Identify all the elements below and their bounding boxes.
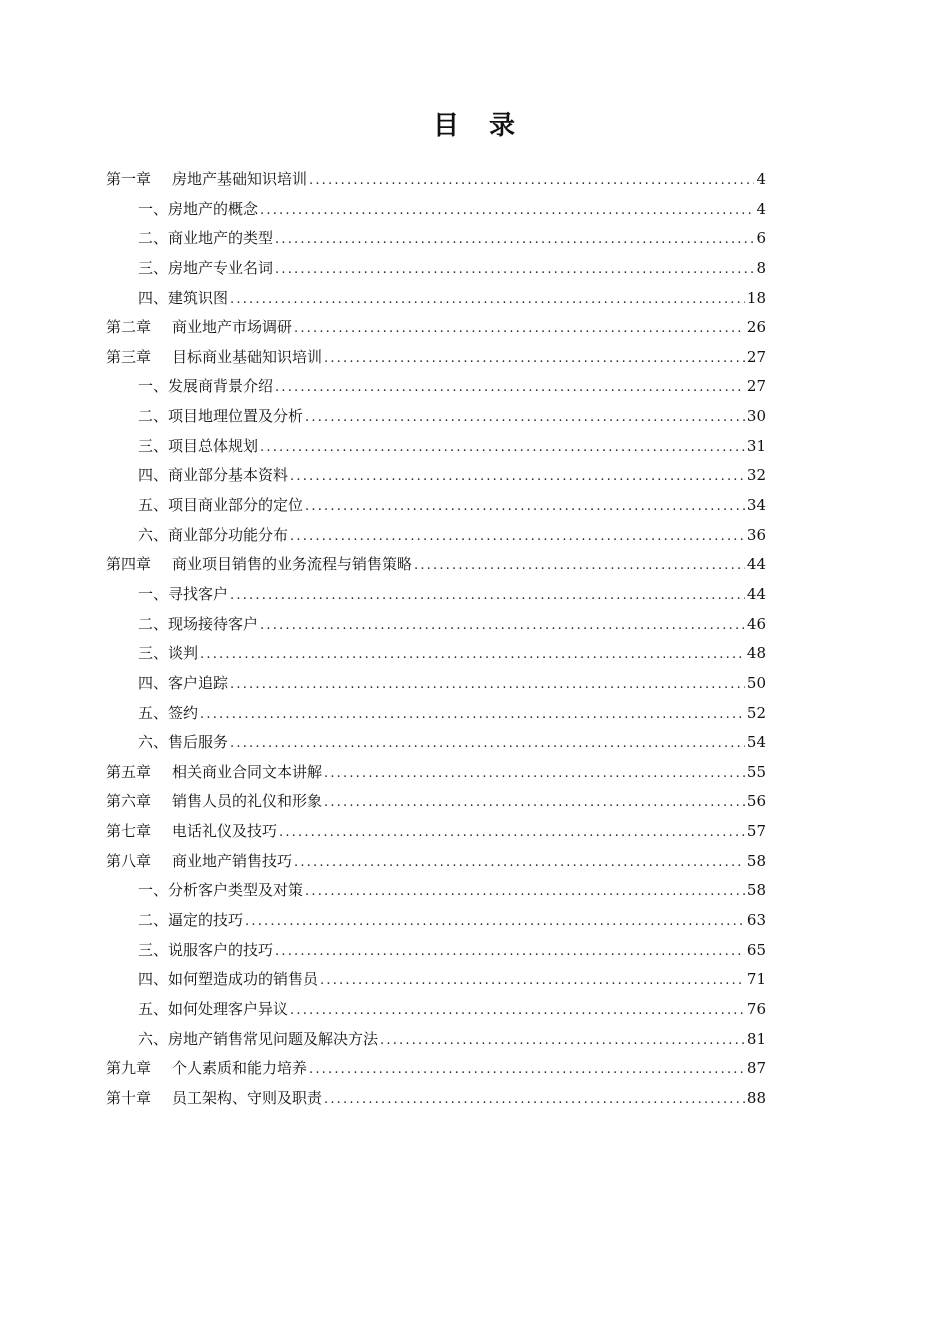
toc-entry-title: 签约 — [168, 703, 199, 722]
toc-entry-title: 发展商背景介绍 — [168, 377, 274, 396]
toc-entry-title: 如何塑造成功的销售员 — [168, 970, 319, 989]
toc-entry-number: 六、 — [138, 733, 169, 752]
toc-page-number: 27 — [746, 377, 766, 396]
toc-page-number: 26 — [746, 318, 766, 337]
toc-entry-title: 商业地产的类型 — [168, 229, 274, 248]
toc-page-number: 56 — [746, 792, 766, 811]
toc-page-number: 32 — [746, 466, 766, 485]
toc-dot-leader — [290, 996, 745, 1026]
toc-entry-title: 商业部分基本资料 — [168, 466, 289, 485]
toc-section-entry[interactable] — [106, 195, 766, 225]
toc-page-number: 34 — [746, 496, 766, 515]
toc-chapter-entry[interactable] — [106, 1084, 766, 1114]
toc-section-entry[interactable] — [106, 610, 766, 640]
toc-section-entry[interactable] — [106, 461, 766, 491]
toc-dot-leader — [324, 788, 745, 818]
toc-entry-number: 第七章 — [106, 822, 152, 841]
toc-entry-title: 相关商业合同文本讲解 — [172, 762, 323, 781]
toc-page-number: 88 — [746, 1088, 766, 1107]
toc-dot-leader — [305, 877, 745, 907]
toc-section-entry[interactable] — [106, 284, 766, 314]
toc-entry-title: 建筑识图 — [168, 288, 229, 307]
toc-entry-number: 四、 — [138, 673, 169, 692]
toc-entry-number: 三、 — [138, 940, 169, 959]
toc-page-number: 81 — [746, 1029, 766, 1048]
toc-section-entry[interactable] — [106, 699, 766, 729]
toc-dot-leader — [275, 225, 754, 255]
toc-entry-number: 第八章 — [106, 851, 152, 870]
toc-entry-title: 谈判 — [168, 644, 199, 663]
toc-dot-leader — [245, 907, 745, 937]
toc-entry-title: 商业地产市场调研 — [172, 318, 293, 337]
toc-entry-title: 商业项目销售的业务流程与销售策略 — [172, 555, 413, 574]
toc-entry-title: 客户追踪 — [168, 673, 229, 692]
toc-section-entry[interactable] — [106, 876, 766, 906]
toc-chapter-entry[interactable] — [106, 165, 766, 195]
toc-entry-title: 说服客户的技巧 — [168, 940, 274, 959]
toc-entry-number: 一、 — [138, 199, 169, 218]
toc-page-number: 57 — [746, 822, 766, 841]
toc-section-entry[interactable] — [106, 669, 766, 699]
toc-section-entry[interactable] — [106, 906, 766, 936]
toc-dot-leader — [290, 522, 745, 552]
toc-section-entry[interactable] — [106, 936, 766, 966]
toc-entry-title: 项目地理位置及分析 — [168, 407, 304, 426]
toc-entry-number: 第三章 — [106, 347, 152, 366]
toc-entry-title: 售后服务 — [168, 733, 229, 752]
toc-section-entry[interactable] — [106, 254, 766, 284]
toc-section-entry[interactable] — [106, 728, 766, 758]
toc-page-number: 8 — [756, 258, 766, 277]
toc-chapter-entry[interactable] — [106, 847, 766, 877]
toc-dot-leader — [260, 433, 745, 463]
toc-dot-leader — [380, 1026, 745, 1056]
toc-page-number: 76 — [746, 999, 766, 1018]
toc-chapter-entry[interactable] — [106, 787, 766, 817]
toc-entry-title: 项目总体规划 — [168, 436, 259, 455]
toc-entry-title: 员工架构、守则及职责 — [172, 1088, 323, 1107]
toc-page-number: 54 — [746, 733, 766, 752]
toc-dot-leader — [320, 966, 745, 996]
toc-dot-leader — [230, 729, 745, 759]
toc-dot-leader — [230, 285, 745, 315]
toc-dot-leader — [200, 640, 745, 670]
toc-dot-leader — [275, 255, 754, 285]
toc-entry-number: 二、 — [138, 911, 169, 930]
toc-entry-number: 第九章 — [106, 1059, 152, 1078]
toc-dot-leader — [260, 611, 745, 641]
toc-entry-title: 房地产基础知识培训 — [172, 170, 308, 188]
toc-entry-number: 五、 — [138, 703, 169, 722]
toc-entry-title: 寻找客户 — [168, 584, 229, 603]
toc-entry-title: 商业地产销售技巧 — [172, 851, 293, 870]
toc-entry-number: 二、 — [138, 407, 169, 426]
toc-dot-leader — [309, 1055, 745, 1085]
toc-dot-leader — [275, 373, 745, 403]
toc-chapter-entry[interactable] — [106, 1054, 766, 1084]
toc-entry-number: 一、 — [138, 377, 169, 396]
toc-dot-leader — [309, 166, 754, 196]
toc-entry-number: 第五章 — [106, 762, 152, 781]
toc-dot-leader — [230, 670, 745, 700]
toc-chapter-entry[interactable] — [106, 817, 766, 847]
toc-dot-leader — [324, 759, 745, 789]
toc-entry-title: 商业部分功能分布 — [168, 525, 289, 544]
toc-section-entry[interactable] — [106, 224, 766, 254]
toc-page-number: 58 — [746, 881, 766, 900]
toc-dot-leader — [260, 196, 754, 226]
toc-entry-number: 三、 — [138, 644, 169, 663]
toc-dot-leader — [324, 1085, 745, 1115]
toc-section-entry[interactable] — [106, 491, 766, 521]
toc-dot-leader — [414, 551, 745, 581]
toc-section-entry[interactable] — [106, 965, 766, 995]
toc-entry-title: 目标商业基础知识培训 — [172, 347, 323, 366]
toc-chapter-entry[interactable] — [106, 343, 766, 373]
toc-entry-number: 六、 — [138, 1029, 169, 1048]
toc-entry-number: 五、 — [138, 496, 169, 515]
toc-chapter-entry[interactable] — [106, 313, 766, 343]
toc-page-number: 6 — [756, 229, 766, 248]
toc-entry-number: 一、 — [138, 584, 169, 603]
toc-entry-number: 四、 — [138, 288, 169, 307]
toc-entry-number: 四、 — [138, 970, 169, 989]
toc-page-number: 30 — [746, 407, 766, 426]
toc-dot-leader — [294, 848, 745, 878]
toc-entry-number: 一、 — [138, 881, 169, 900]
toc-page-number: 87 — [746, 1059, 766, 1078]
toc-entry-number: 三、 — [138, 436, 169, 455]
toc-entry-title: 如何处理客户异议 — [168, 999, 289, 1018]
toc-page-number: 48 — [746, 644, 766, 663]
toc-chapter-entry[interactable] — [106, 758, 766, 788]
toc-section-entry[interactable] — [106, 1025, 766, 1055]
toc-section-entry[interactable] — [106, 995, 766, 1025]
toc-page-number: 31 — [746, 436, 766, 455]
toc-entry-title: 销售人员的礼仪和形象 — [172, 792, 323, 811]
toc-entry-number: 第四章 — [106, 555, 152, 574]
toc-dot-leader — [305, 492, 745, 522]
toc-dot-leader — [279, 818, 745, 848]
toc-page-number: 44 — [746, 584, 766, 603]
toc-entry-number: 六、 — [138, 525, 169, 544]
toc-page-number: 4 — [756, 199, 766, 218]
toc-entry-number: 第二章 — [106, 318, 152, 337]
toc-page-number: 52 — [746, 703, 766, 722]
toc-entry-title: 房地产销售常见问题及解决方法 — [168, 1029, 379, 1048]
toc-entry-title: 项目商业部分的定位 — [168, 496, 304, 515]
toc-entry-title: 房地产的概念 — [168, 199, 259, 218]
toc-entry-number: 二、 — [138, 614, 169, 633]
toc-section-entry[interactable] — [106, 639, 766, 669]
toc-page-number: 58 — [746, 851, 766, 870]
toc-section-entry[interactable] — [106, 372, 766, 402]
toc-dot-leader — [294, 314, 745, 344]
toc-page-number: 27 — [746, 347, 766, 366]
toc-page-number: 71 — [746, 970, 766, 989]
toc-title: 目 录 — [432, 111, 517, 141]
toc-entry-number: 三、 — [138, 258, 169, 277]
toc-page-number: 18 — [746, 288, 766, 307]
toc-page-number: 50 — [746, 673, 766, 692]
toc-dot-leader — [275, 937, 745, 967]
toc-entry-number: 第一章 — [106, 170, 152, 188]
toc-entry-title: 现场接待客户 — [168, 614, 259, 633]
toc-dot-leader — [305, 403, 745, 433]
toc-dot-leader — [324, 344, 745, 374]
toc-section-entry[interactable] — [106, 432, 766, 462]
toc-section-entry[interactable] — [106, 580, 766, 610]
toc-entry-number: 第十章 — [106, 1088, 152, 1107]
toc-page-number: 55 — [746, 762, 766, 781]
toc-page-number: 65 — [746, 940, 766, 959]
toc-entry-title: 个人素质和能力培养 — [172, 1059, 308, 1078]
toc-dot-leader — [290, 462, 745, 492]
toc-page-number: 36 — [746, 525, 766, 544]
toc-entry-title: 逼定的技巧 — [168, 911, 244, 930]
toc-section-entry[interactable] — [106, 521, 766, 551]
toc-list — [106, 165, 766, 1114]
toc-section-entry[interactable] — [106, 402, 766, 432]
toc-entry-number: 四、 — [138, 466, 169, 485]
toc-entry-number: 第六章 — [106, 792, 152, 811]
toc-page-number: 46 — [746, 614, 766, 633]
toc-entry-title: 电话礼仪及技巧 — [172, 822, 278, 841]
toc-entry-title: 分析客户类型及对策 — [168, 881, 304, 900]
toc-entry-number: 二、 — [138, 229, 169, 248]
toc-page-number: 4 — [756, 170, 766, 188]
toc-entry-title: 房地产专业名词 — [168, 258, 274, 277]
toc-chapter-entry[interactable] — [106, 550, 766, 580]
toc-page-number: 44 — [746, 555, 766, 574]
toc-dot-leader — [200, 700, 745, 730]
toc-entry-number: 五、 — [138, 999, 169, 1018]
toc-page-number: 63 — [746, 911, 766, 930]
toc-dot-leader — [230, 581, 745, 611]
